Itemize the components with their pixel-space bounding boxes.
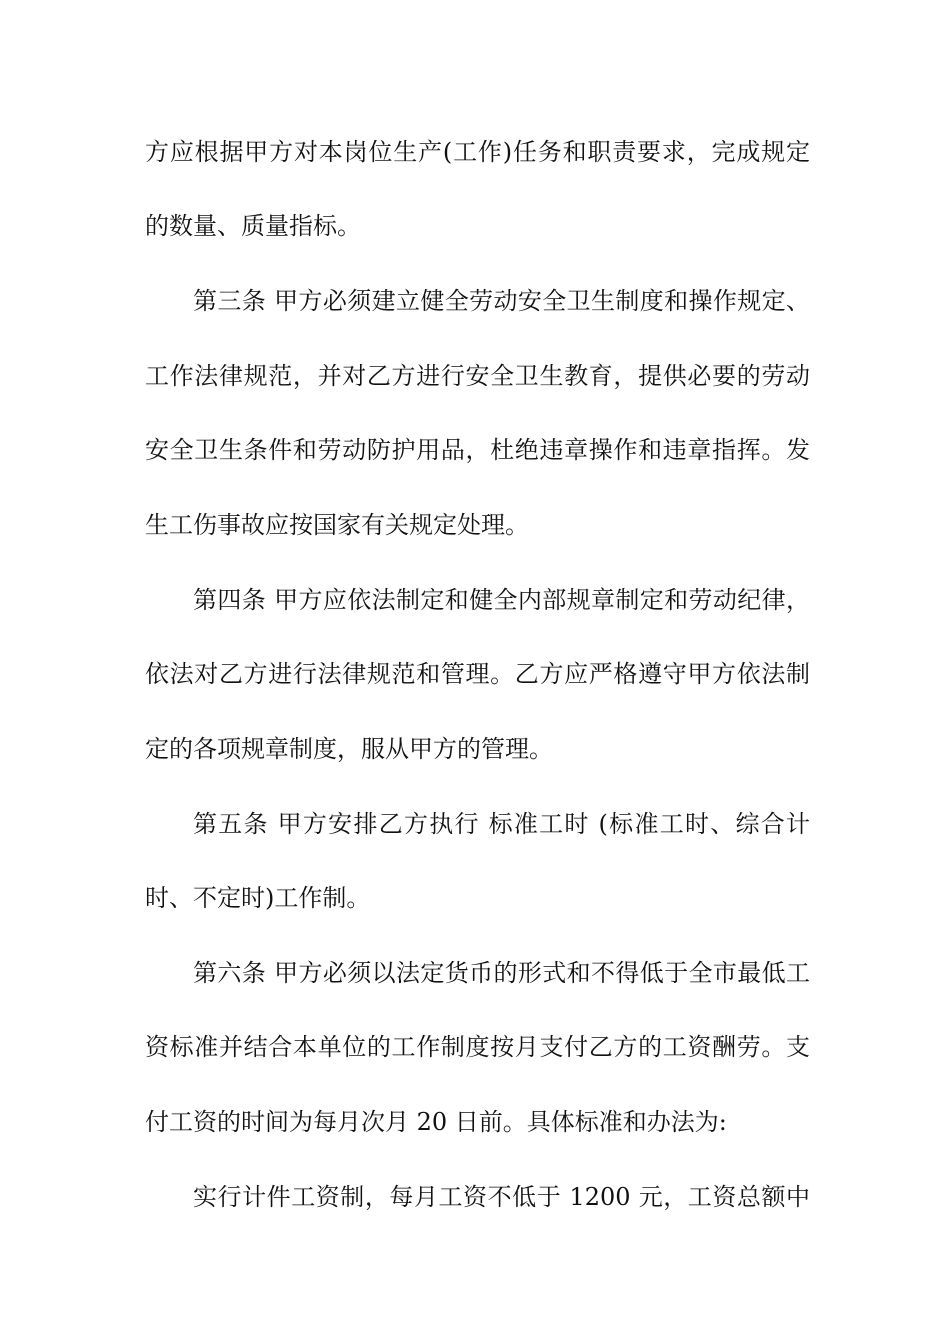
text-line: 定的各项规章制度，服从甲方的管理。	[145, 735, 553, 763]
text-line: 方应根据甲方对本岗位生产(工作)任务和职责要求，完成规定	[145, 138, 810, 166]
text-line: 第四条 甲方应依法制定和健全内部规章制定和劳动纪律，	[193, 586, 810, 614]
text-line: 安全卫生条件和劳动防护用品，杜绝违章操作和违章指挥。发	[145, 436, 810, 464]
text-line: 依法对乙方进行法律规范和管理。乙方应严格遵守甲方依法制	[145, 660, 810, 688]
text-line: 实行计件工资制，每月工资不低于 1200 元，工资总额中	[193, 1183, 810, 1211]
text-line: 第六条 甲方必须以法定货币的形式和不得低于全市最低工	[193, 959, 810, 987]
text-line: 生工伤事故应按国家有关规定处理。	[145, 511, 529, 539]
text-line: 付工资的时间为每月次月 20 日前。具体标准和办法为:	[145, 1108, 727, 1136]
text-line: 第五条 甲方安排乙方执行 标准工时 (标准工时、综合计	[193, 810, 810, 838]
text-line: 的数量、质量指标。	[145, 212, 361, 240]
text-line: 工作法律规范，并对乙方进行安全卫生教育，提供必要的劳动	[145, 362, 810, 390]
text-line: 时、不定时)工作制。	[145, 884, 371, 912]
text-line: 第三条 甲方必须建立健全劳动安全卫生制度和操作规定、	[193, 287, 810, 315]
text-line: 资标准并结合本单位的工作制度按月支付乙方的工资酬劳。支	[145, 1033, 810, 1061]
